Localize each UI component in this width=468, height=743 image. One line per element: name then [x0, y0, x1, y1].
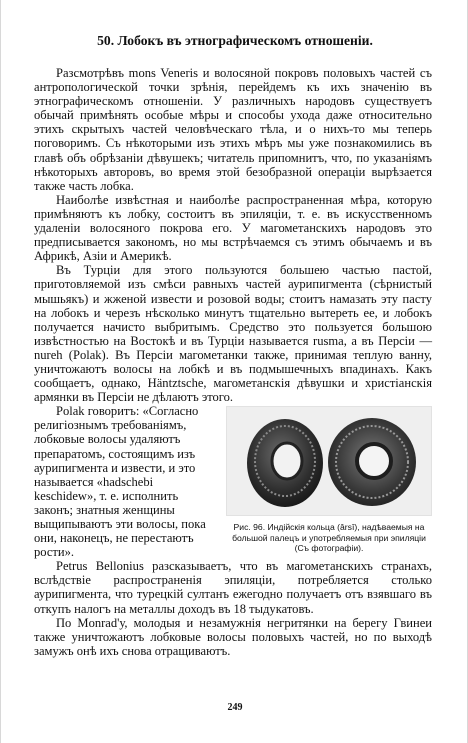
rings-photo	[226, 406, 432, 516]
paragraph-3: Въ Турцiи для этого пользуются большею частью пастой, приготовляемой изъ смѣси равныхъ частей аурипигмента (сѣрнистый мышьякъ) и жженой извести и розовой воды; стоитъ намазать эту пасту на лобокъ и черезъ нѣсколько минутъ тщательно вытереть ее, и лобокъ получается начисто выбритымъ. Средство это пользуется большою извѣстностью на Востокѣ и въ Турцiи называется rusma, а въ Персiи — nureh (Polak). Въ Персiи магометанки также, принимая теплую ванну, уничтожаютъ волосы на лобкѣ и въ подмышечныхъ впадинахъ. Какъ сообщаетъ, однако, Häntztsche, магометанскiя дѣвушки и христiанскiя армянки въ Персiи не дѣлаютъ этого.	[34, 263, 432, 405]
figure-96	[226, 406, 432, 554]
section-title: 50. Лобокъ въ этнографическомъ отношенiи.	[97, 33, 373, 48]
paragraph-6: По Monrad'у, молодыя и незамужнiя негритянки на берегу Гвинеи также уничтожаютъ лобковые волосы половыхъ частей, но по выходѣ замужъ онѣ ихъ снова отращиваютъ.	[34, 615, 432, 658]
right-ring-icon	[328, 418, 416, 506]
paragraph-5: Petrus Bellonius разсказываетъ, что въ магометанскихъ странахъ, вслѣдствiе распространенiя эпиляцiи, потребляется столько аурипигмента, что турецкiй султанъ ежегодно получаетъ отъ взявшаго въ откупъ налогъ на металлы доходъ въ 18 тыдукатовъ.	[34, 559, 432, 616]
left-ring-icon	[247, 419, 323, 507]
rings-illustration	[227, 407, 431, 515]
paragraph-1: Разсмотрѣвъ mons Veneris и волосяной покровъ половыхъ частей съ антропологической точки зрѣнiя, перейдемъ къ ихъ значенiю въ этнографическомъ отношенiи. У различныхъ народовъ существуетъ обычай примѣнять особые мѣры и способы ухода даже относительно этихъ скрытыхъ частей человѣческаго тѣла, и о нихъ-то мы теперь поговоримъ. Съ нѣкоторыми изъ этихъ мѣръ мы уже познакомились въ главѣ объ обрѣзанiи дѣвушекъ; читатель припомнитъ, что, по указанiямъ нѣкоторыхъ авторовъ, во время этой безобразной операцiи вырѣзается также часть лобка.	[34, 66, 432, 193]
page-number: 249	[227, 702, 243, 713]
body-text	[34, 66, 432, 658]
paragraph-4: Polak говоритъ: «Согласно религiознымъ требованiямъ, лобковые волосы удаляютъ препаратомъ, состоящимъ изъ аурипигмента и извести, и это называется «hadschebi keschidew», т. е. исполнить законъ; знатныя женщины выщипываютъ эти волосы, пока они, наконецъ, не перестаютъ рости».	[34, 404, 206, 560]
paragraph-2: Наиболѣе извѣстная и наиболѣе распространенная мѣра, которую примѣняютъ къ лобку, состоитъ въ эпиляцiи, т. е. въ искусственномъ удаленiи волосяного покрова его. У магометанскихъ народовъ это предписывается закономъ, но мы встрѣчаемся съ этимъ обычаемъ и въ Африкѣ, Азiи и Америкѣ.	[34, 192, 432, 264]
figure-caption: Рис. 96. Индiйскiя кольца (ârsî), надѣваемыя на большой палецъ и употребляемыя при эпиляцiи (Съ фотографiи).	[232, 522, 426, 554]
